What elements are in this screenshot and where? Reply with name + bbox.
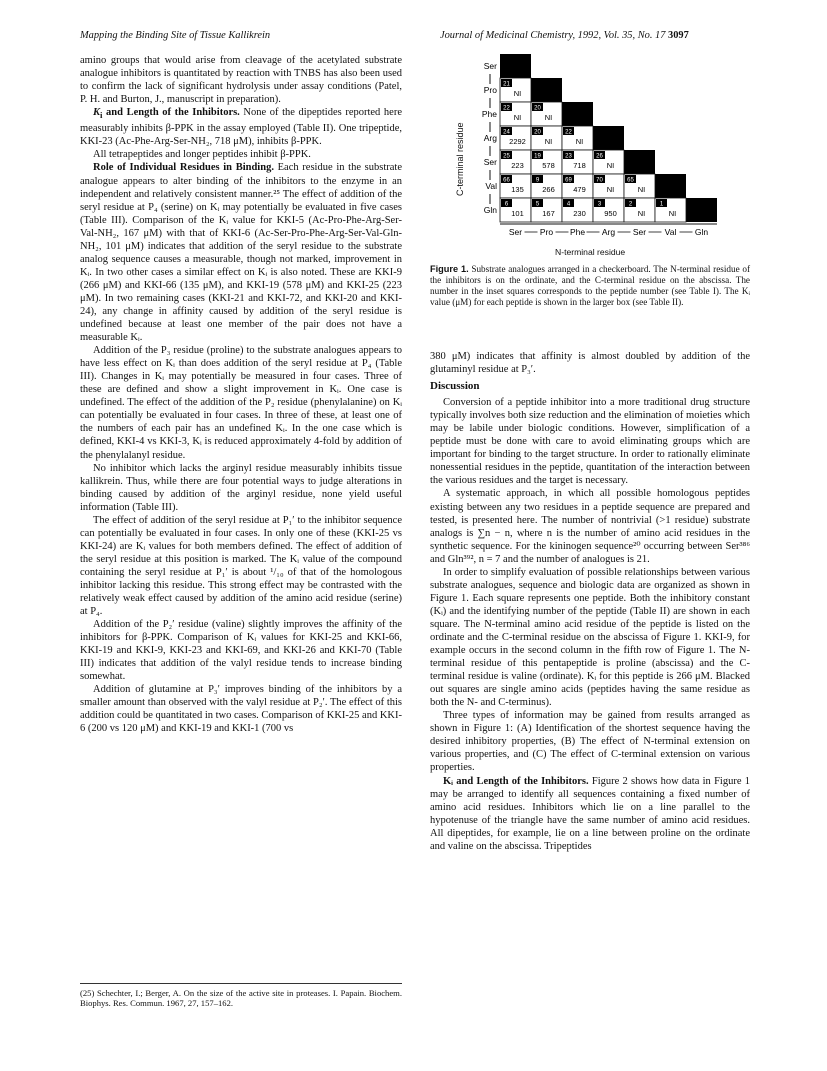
paragraph: Three types of information may be gained from results arranged as shown in Figure 1: (A) Identification of the shortest sequence having the desired inhibitory properties, (B) The effect of N-terminal extension on various properties, and (C) The effect of C-terminal extension on various properties. [430,710,750,774]
paragraph: A systematic approach, in which all possible homologous peptides existing between any two residues in a peptide sequence are prepared and tested, is presented here. The number of nontrivial (>1 residue) substrate analogs is ∑n − n, where n is the number of amino acid residues in the synthetic sequence. For the kininogen sequence²⁰ occurring between Ser³⁸⁶ and Gln³⁹², n = 7 and the number of analogues is 21. [430,488,750,565]
footnote-rule [80,983,402,984]
y-axis-label: C-terminal residue [455,122,465,196]
ki-value: NI [544,113,553,122]
paragraph: Kᵢ and Length of the Inhibitors. Figure 2 shows how data in Figure 1 may be arranged to identify all sequences containing a fixed number of amino acid residues. Inhibitors which lie on a line parallel to the hypotenuse of the triangle have the same number of amino acid residues. All dipeptides, for example, lie on a line between proline on the ordinate and valine on the abscissa. Tripeptides [430,775,750,852]
page-number: 3097 [668,30,689,41]
column-label: Ser [632,227,647,237]
ki-value: NI [637,185,646,194]
peptide-id: 66 [503,177,510,184]
peptide-id: 26 [596,153,603,160]
x-axis-label: N-terminal residue [555,247,626,257]
left-column [80,54,402,736]
peptide-id: 65 [627,177,634,184]
diagonal-black-square [562,102,593,126]
ki-value: 230 [573,209,586,218]
paragraph: Addition of glutamine at P₃′ improves binding of the inhibitors by a smaller amount than observed with the valyl residue at P₂′. The effect of this addition could be quantitated in two cases. Comparison of KKI-25 and KKI-6 (200 vs 120 μM) and KKI-19 and KKI-1 (700 vs [80,684,402,735]
peptide-id: 6 [504,201,509,208]
running-head-right [440,30,689,41]
row-label: Ser [483,157,497,167]
ki-value: NI [606,185,615,194]
peptide-id: 69 [565,177,572,184]
running-head-left: Mapping the Binding Site of Tissue Kallikrein [80,30,271,41]
peptide-id: 3 [597,201,602,208]
footnote: (25) Schechter, I.; Berger, A. On the size of the active site in proteases. I. Papain. Biochem. Biophys. Res. Commun. 1967, 27, 157–162. [80,988,402,1009]
caption-label: Figure 1. [430,264,469,274]
ki-value: 101 [511,209,524,218]
row-label: Phe [481,109,497,119]
column-label: Phe [569,227,586,237]
peptide-id: 22 [503,105,510,112]
run-in-heading: $K_i$ and Length of the Inhibitors. [93,107,240,121]
diagonal-black-square [531,78,562,102]
column-label: Ser [508,227,523,237]
ki-value: 479 [573,185,586,194]
ki-value: NI [513,89,522,98]
peptide-id: 25 [503,153,510,160]
diagonal-black-square [655,174,686,198]
run-in-heading: Kᵢ and Length of the Inhibitors. [443,775,589,787]
ki-value: NI [513,113,522,122]
peptide-id: 5 [535,201,540,208]
section-heading: Discussion [430,380,480,393]
peptide-id: 20 [534,105,541,112]
ki-value: 167 [542,209,555,218]
ki-value: NI [637,209,646,218]
diagonal-black-square [624,150,655,174]
ki-value: 578 [542,161,555,170]
diagonal-black-square [500,54,531,78]
ki-value: 223 [511,161,524,170]
paragraph: $K_i$ and Length of the Inhibitors. None of the dipeptides reported here measurably inhibits β-PPK in the assay employed (Table II). One tripeptide, KKI-23 (Ac-Phe-Arg-Ser-NH₂, 718 μM), inhibits β-PPK. [80,107,402,148]
peptide-id: 70 [596,177,603,184]
ki-value: 135 [511,185,524,194]
ki-value: NI [575,137,584,146]
row-label: Pro [483,85,497,95]
journal-citation: Journal of Medicinal Chemistry, 1992, Vol. 35, No. 17 [440,30,666,41]
peptide-id: 24 [503,129,510,136]
ki-value: NI [606,161,615,170]
peptide-id: 23 [565,153,572,160]
column-label: Pro [539,227,554,237]
paragraph: All tetrapeptides and longer peptides inhibit β-PPK. [93,149,311,161]
paragraph: amino groups that would arise from cleavage of the acetylated substrate analogue inhibitors is quantitated by reaction with TNBS has also been used to confirm the lack of significant hydrolysis under assay conditions (Patel, P. H. and Burton, J., manuscript in preparation). [80,55,402,106]
paragraph: Conversion of a peptide inhibitor into a more traditional drug structure typically involves both size reduction and the elimination of moieties which may be labile under biologic conditions. However, simplification of a peptide must be done with care to avoid eliminating groups which are important for binding to the target structure. In order to rationally eliminate nonessential residues in the peptide, quantitation of the interaction between the various residues and the target is necessary. [430,397,750,487]
ki-value: NI [544,137,553,146]
run-in-heading: Role of Individual Residues in Binding. [93,162,274,174]
figure-caption: Figure 1. Substrate analogues arranged in a checkerboard. The N-terminal residue of the inhibitors is on the ordinate, and the C-terminal residue on the abscissa. The number in the inset squares corresponds to the peptide number (see Table I). The Kᵢ value (μM) for each peptide is shown in the larger box (see Table II). [430,264,751,307]
diagonal-black-square [686,198,717,222]
paragraph: In order to simplify evaluation of possible relationships between various substrate analogues, sequence and biologic data are organized as shown in Figure 1. Each square represents one peptide. Both the inhibitory constant (Kᵢ) and the identifying number of the peptide (Table II) are shown in each square. The N-terminal amino acid residue of the peptide is listed on the ordinate and the C-terminal residue on the abscissa of Figure 1. KKI-9, for example occurs in the second column in the fifth row of Figure 1. The N-terminal residue of this pentapeptide is proline (abscissa) and the C-terminal residue is valine (ordinate). Kᵢ for this peptide is 266 μM. Blacked out squares are single amino acids (peptides having the same residue as both the N- and C-terminus). [430,566,750,709]
right-column [430,350,750,853]
peptide-id: 20 [534,129,541,136]
column-label: Gln [694,227,709,237]
peptide-id: 1 [659,201,664,208]
ki-value: 2292 [509,137,526,146]
peptide-id: 2 [628,201,633,208]
ki-value: NI [668,209,677,218]
peptide-id: 9 [535,177,540,184]
paragraph: The effect of addition of the seryl residue at P₁′ to the inhibitor sequence can potentially be evaluated in four cases. In only one of these (KKI-25 vs KKI-24) are Kᵢ values for both members defined. The effect of addition of the seryl residue at this position is marked. The Kᵢ value of the compound containing the seryl residue at P₁′ is about ¹/₁₀ of that of the homologous inhibitor lacking this residue. This strong effect may be contrasted with the relatively weak effect caused by addition of the amino acid residue (serine) at P₄. [80,514,402,618]
row-label: Arg [483,133,497,143]
paragraph: Addition of the P₃ residue (proline) to the substrate analogues appears to have less effect on Kᵢ than does addition of the seryl residue at P₄ (Table III). Changes in Kᵢ may potentially be measured in four cases. Three of these are defined and show a slight improvement in Kᵢ. One case is undefined. The effect of the addition of the P₂ residue (phenylalanine) on Kᵢ can potentially be evaluated in four cases. In three of these, at least one of the numbers of each pair has an undefined Kᵢ. In the one case which is defined, KKI-4 vs KKI-3, Kᵢ is reduced approximately 4-fold by addition of the phenylalanyl residue. [80,345,402,461]
paragraph: Role of Individual Residues in Binding. Each residue in the substrate analogue appears to alter binding of the inhibitors to the enzyme in an independent and relatively consistent manner.²⁵ The effect of addition of the seryl residue at P₄ (serine) on Kᵢ may potentially be evaluated in five cases (Table III). Comparison of the Kᵢ value for KKI-5 (Ac-Pro-Phe-Arg-Ser-Val-NH₂, 167 μM) with that of KKI-6 (Ac-Ser-Pro-Phe-Arg-Ser-Val-Gln-NH₂, 101 μM) indicates that addition of the seryl residue to the substrate analog sequence causes a measurable, though not marked, improvement in Kᵢ. In two other cases a similar effect on Kᵢ is also noted. These are KKI-9 (266 μM) and KKI-66 (135 μM), and KKI-19 (578 μM) and KKI-25 (223 μM). In two remaining cases (KKI-21 and KKI-72, and KKI-20 and KKI-24), any change in affinity caused by addition of the seryl residue is undefined because at least one member of the pair does not have a measurable Kᵢ. [80,162,403,344]
row-label: Ser [483,61,497,71]
checkerboard-figure [470,52,750,247]
peptide-id: 22 [565,129,572,136]
peptide-id: 4 [566,201,571,208]
row-label: Gln [483,205,497,215]
paragraph: 380 μM) indicates that affinity is almost doubled by addition of the glutaminyl residue at P₃′. [430,351,750,376]
ki-value: 950 [604,209,617,218]
column-label: Val [664,227,677,237]
paragraph: Addition of the P₂′ residue (valine) slightly improves the affinity of the inhibitors for β-PPK. Comparison of Kᵢ values for KKI-25 and KKI-66, KKI-19 and KKI-9, KKI-23 and KKI-69, and KKI-26 and KKI-70 (Table III) indicates that addition of the valyl residue tends to increase binding somewhat. [80,619,402,683]
row-label: Val [485,181,497,191]
peptide-id: 21 [503,81,510,88]
ki-value: 266 [542,185,555,194]
ki-value: 718 [573,161,586,170]
peptide-id: 19 [534,153,541,160]
paragraph: No inhibitor which lacks the arginyl residue measurably inhibits tissue kallikrein. Thus, while there are four potential ways to judge alterations in binding caused by addition of the arginyl residue, none yield useful information (Table III). [80,462,402,513]
column-label: Arg [601,227,616,237]
diagonal-black-square [593,126,624,150]
